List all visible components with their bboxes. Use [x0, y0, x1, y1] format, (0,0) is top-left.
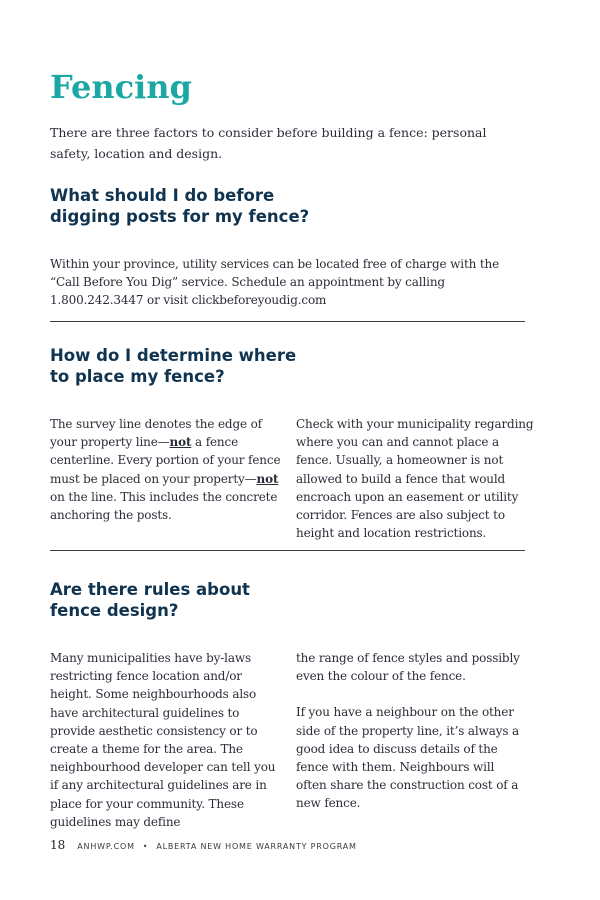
- page-number: 18: [50, 838, 66, 852]
- section-body-digging: Within your province, utility services can be located free of charge with the “Call Before You Dig” service. Schedule an appointment by calling 1.800.242.3447 or visit clickbeforeyoudig.com: [50, 257, 500, 308]
- emphasis-not: not: [256, 471, 279, 486]
- section-heading-placement: How do I determine where to place my fence?: [50, 346, 297, 386]
- design-right-column: [296, 649, 528, 813]
- section-divider: [50, 550, 525, 551]
- footer-site: ANHWP.COM: [77, 842, 135, 851]
- footer-separator: •: [142, 842, 149, 851]
- page-footer: [50, 838, 357, 852]
- design-left-column: Many municipalities have by-laws restricting fence location and/or height. Some neighbourhoods also have architectural guidelines to provide aesthetic consistency or to create a theme for the area. The neighbourhood developer can tell you if any architectural guidelines are in place for your community. These guidelines may define: [50, 651, 276, 829]
- placement-right-column: Check with your municipality regarding where you can and cannot place a fence. Usually, a homeowner is not allowed to build a fence that would encroach upon an easement or utility corridor. Fences are also subject to height and location restrictions.: [296, 417, 534, 541]
- emphasis-not: not: [169, 435, 192, 450]
- design-right-paragraph-2: If you have a neighbour on the other side of the property line, it’s always a good idea to discuss details of the fence with them. Neighbours will often share the construction cost of a new fence.: [296, 705, 520, 811]
- footer-program: ALBERTA NEW HOME WARRANTY PROGRAM: [156, 842, 357, 851]
- section-heading-digging: What should I do before digging posts for my fence?: [50, 186, 310, 226]
- page-title: Fencing: [50, 68, 192, 106]
- section-heading-design: Are there rules about fence design?: [50, 580, 250, 620]
- placement-left-column: The survey line denotes the edge of your property line—not a fence centerline. Every portion of your fence must be placed on your property—not on the line. This includes the concrete anchoring the posts.: [50, 417, 281, 523]
- intro-paragraph: There are three factors to consider before building a fence: personal safety, location and design.: [50, 125, 487, 161]
- design-right-paragraph-1: the range of fence styles and possibly even the colour of the fence.: [296, 651, 520, 684]
- section-divider: [50, 321, 525, 322]
